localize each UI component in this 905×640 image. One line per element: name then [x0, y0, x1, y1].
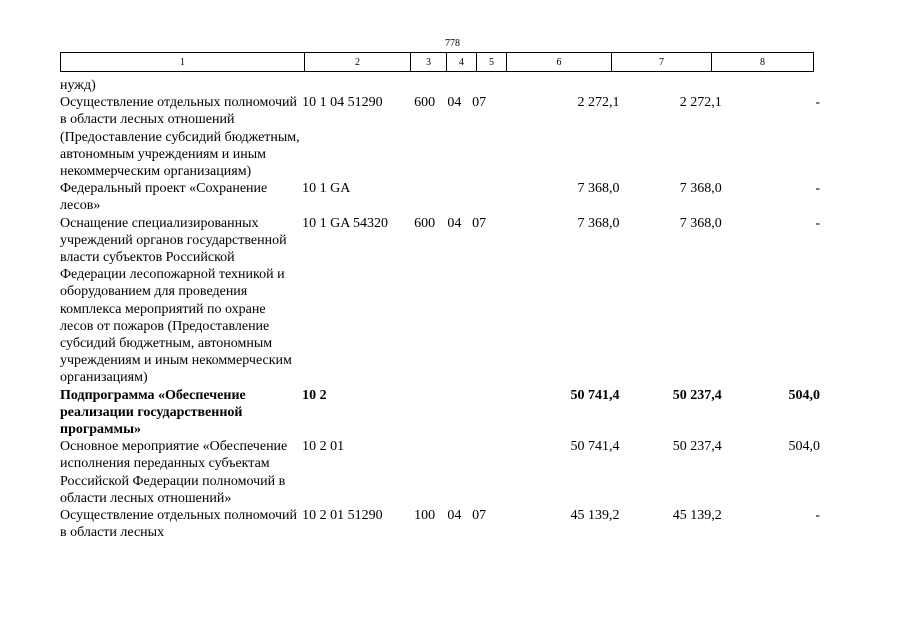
row-code: 10 1 04 51290 — [302, 95, 383, 111]
row-code: 10 1 GA — [302, 181, 351, 197]
row-name: Осуществление отдельных полномочий в области лесных отношений (Предоставление субсидий бюджетным, автономным учреждениям и иным некоммерческим организациям) — [60, 95, 300, 180]
row-name: Федеральный проект «Сохранение лесов» — [60, 181, 268, 214]
row-name: Подпрограмма «Обеспечение реализации государственной программы» — [60, 387, 246, 438]
row-col8: - — [815, 508, 820, 524]
row-col4 — [442, 77, 467, 94]
row-code: 10 2 01 — [302, 439, 345, 455]
table-header — [60, 52, 814, 72]
row-col7: 7 368,0 — [679, 181, 722, 197]
row-col4 — [442, 387, 467, 439]
row-col6: 50 741,4 — [570, 439, 620, 455]
row-col8 — [722, 77, 820, 94]
row-col4: 04 — [447, 95, 462, 111]
row-col4: 04 — [447, 508, 462, 524]
row-col4: 04 — [447, 215, 462, 231]
row-name: Основное мероприятие «Обеспечение исполнения переданных субъектам Российской Федерации полномочий в области лесных отношений» — [60, 439, 288, 506]
row-code: 10 2 01 51290 — [302, 508, 383, 524]
row-col7: 7 368,0 — [679, 215, 722, 231]
table-row-subprogram — [60, 387, 820, 439]
row-col7: 45 139,2 — [672, 508, 722, 524]
row-col3: 100 — [414, 508, 436, 524]
row-col5: 07 — [472, 95, 487, 111]
row-code: 10 2 — [302, 387, 327, 403]
header-col-6: 6 — [507, 53, 612, 71]
row-code: 10 1 GA 54320 — [302, 215, 389, 231]
row-col8: 504,0 — [788, 387, 820, 403]
budget-table — [60, 77, 820, 541]
row-col6: 45 139,2 — [570, 508, 620, 524]
row-col8: - — [815, 95, 820, 111]
row-col3 — [407, 438, 442, 507]
row-name: нужд) — [60, 78, 96, 93]
row-col8: - — [815, 215, 820, 231]
row-code — [302, 77, 407, 94]
row-col3 — [407, 180, 442, 214]
row-col6: 7 368,0 — [577, 215, 620, 231]
row-col5: 07 — [472, 215, 487, 231]
row-col6: 7 368,0 — [577, 181, 620, 197]
header-col-4: 4 — [447, 53, 477, 71]
row-name: Осуществление отдельных полномочий в области лесных — [60, 508, 298, 541]
header-col-1: 1 — [61, 53, 305, 71]
row-col3 — [407, 387, 442, 439]
row-col7: 50 237,4 — [672, 387, 722, 403]
row-col3 — [407, 77, 442, 94]
row-col5 — [467, 180, 492, 214]
table-row — [60, 180, 820, 214]
row-col8: 504,0 — [788, 439, 820, 455]
row-col6: 50 741,4 — [570, 387, 620, 403]
row-col3: 600 — [414, 215, 436, 231]
table-row — [60, 507, 820, 541]
row-col4 — [442, 180, 467, 214]
header-col-2: 2 — [305, 53, 411, 71]
row-col5 — [467, 77, 492, 94]
table-row — [60, 438, 820, 507]
header-col-8: 8 — [760, 57, 765, 68]
row-col6: 2 272,1 — [577, 95, 620, 111]
row-col5 — [467, 387, 492, 439]
row-name: Оснащение специализированных учреждений органов государственной власти субъектов Российской Федерации лесопожарной техникой и оборудованием для проведения комплекса мероприятий по охране лесов от пожаров (Предоставление субсидий бюджетным, автономным учреждениям и иным некоммерческим организациям) — [60, 215, 292, 386]
row-col5: 07 — [472, 508, 487, 524]
row-col7: 2 272,1 — [679, 95, 722, 111]
header-col-5: 5 — [477, 53, 507, 71]
header-col-7: 7 — [612, 53, 712, 71]
header-col-3: 3 — [411, 53, 447, 71]
table-row — [60, 215, 820, 387]
row-col7: 50 237,4 — [672, 439, 722, 455]
row-col3: 600 — [414, 95, 436, 111]
row-col7 — [623, 77, 722, 94]
page-number: 778 — [445, 38, 460, 49]
table-row — [60, 77, 820, 94]
row-col6 — [492, 77, 623, 94]
table-row — [60, 94, 820, 180]
row-col8: - — [815, 181, 820, 197]
row-col4 — [442, 438, 467, 507]
row-col5 — [467, 438, 492, 507]
